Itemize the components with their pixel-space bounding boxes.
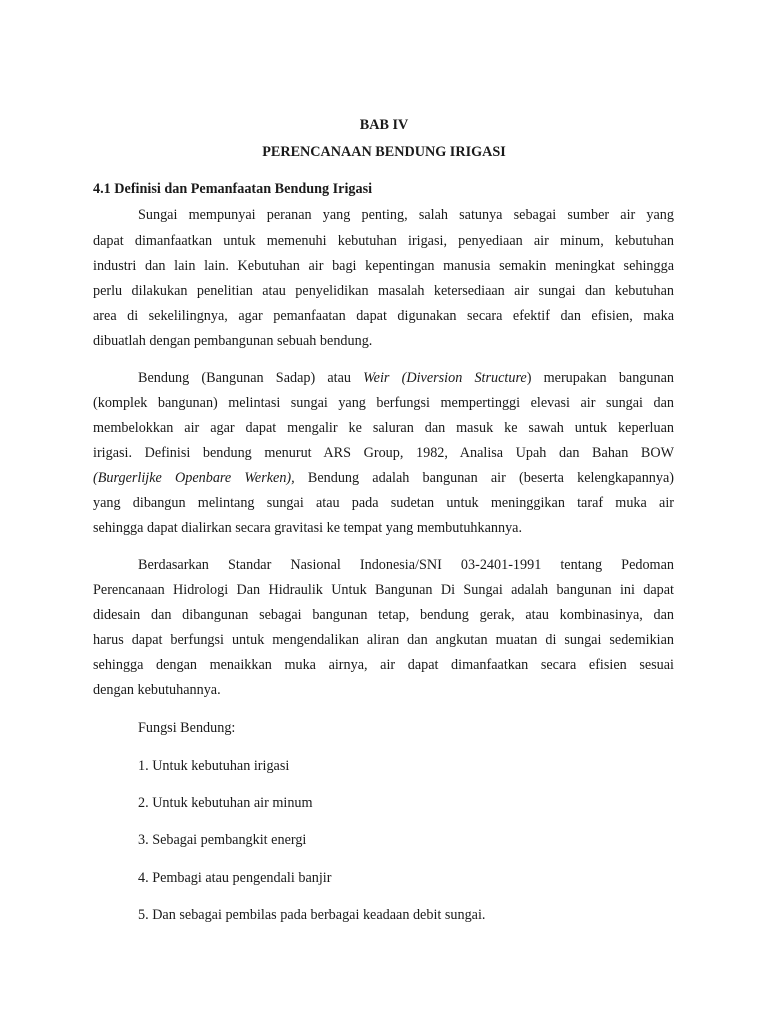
paragraph-line: dibuatlah dengan pembangunan sebuah bendung. xyxy=(93,333,373,349)
paragraph-line: area di sekelilingnya, agar pemanfaatan dapat digunakan secara efektif dan efisien, maka xyxy=(93,308,674,324)
paragraph-line: perlu dilakukan penelitian atau penyelidikan masalah ketersediaan air sungai dan kebutuhan xyxy=(93,283,674,299)
paragraph-line: harus dapat berfungsi untuk mengendalikan aliran dan angkutan muatan di sungai sedemikian xyxy=(93,632,674,648)
paragraph-line xyxy=(93,469,674,487)
paragraph-line: sehingga dengan menaikkan muka airnya, air dapat dimanfaatkan secara efisien sesuai xyxy=(93,657,674,673)
chapter-title: PERENCANAAN BENDUNG IRIGASI xyxy=(262,144,506,160)
paragraph-line: yang dibangun melintang sungai atau pada sudetan untuk meninggikan taraf muka air xyxy=(93,495,674,511)
italic-term: Weir (Diversion Structure xyxy=(363,370,527,386)
paragraph-line: irigasi. Definisi bendung menurut ARS Group, 1982, Analisa Upah dan Bahan BOW xyxy=(93,445,674,461)
list-item: 2. Untuk kebutuhan air minum xyxy=(138,795,313,811)
section-heading: 4.1 Definisi dan Pemanfaatan Bendung Irigasi xyxy=(93,181,373,197)
paragraph-line: industri dan lain lain. Kebutuhan air bagi kepentingan manusia semakin meningkat sehingga xyxy=(93,258,674,274)
functions-label: Fungsi Bendung: xyxy=(138,720,236,736)
paragraph-line: sehingga dapat dialirkan secara gravitasi ke tempat yang membutuhkannya. xyxy=(93,520,523,536)
paragraph-line: Berdasarkan Standar Nasional Indonesia/SNI 03-2401-1991 tentang Pedoman xyxy=(138,557,674,573)
chapter-number: BAB IV xyxy=(359,117,409,133)
paragraph-line: membelokkan air agar dapat mengalir ke saluran dan masuk ke sawah untuk keperluan xyxy=(93,420,674,436)
list-item: 1. Untuk kebutuhan irigasi xyxy=(138,758,290,774)
text-run: Bendung (Bangunan Sadap) atau xyxy=(138,370,364,386)
list-item: 5. Dan sebagai pembilas pada berbagai keadaan debit sungai. xyxy=(138,907,486,923)
paragraph-line: dapat dimanfaatkan untuk memenuhi kebutuhan irigasi, penyediaan air minum, kebutuhan xyxy=(93,233,674,249)
paragraph-line: Sungai mempunyai peranan yang penting, salah satunya sebagai sumber air yang xyxy=(138,207,674,223)
paragraph-line: didesain dan dibangunan sebagai bangunan tetap, bendung gerak, atau kombinasinya, dan xyxy=(93,607,674,623)
text-run: ) merupakan bangunan xyxy=(526,370,674,386)
list-item: 3. Sebagai pembangkit energi xyxy=(138,832,307,848)
paragraph-line: Perencanaan Hidrologi Dan Hidraulik Untuk Bangunan Di Sungai adalah bangunan ini dapat xyxy=(93,582,674,598)
paragraph-line: (komplek bangunan) melintasi sungai yang berfungsi mempertinggi elevasi air sungai dan xyxy=(93,395,674,411)
text-run: Bendung adalah bangunan air (beserta kelengkapannya) xyxy=(294,470,675,486)
paragraph-line xyxy=(138,369,674,387)
italic-term: (Burgerlijke Openbare Werken), xyxy=(93,470,295,486)
paragraph-line: dengan kebutuhannya. xyxy=(93,682,221,698)
list-item: 4. Pembagi atau pengendali banjir xyxy=(138,870,332,886)
